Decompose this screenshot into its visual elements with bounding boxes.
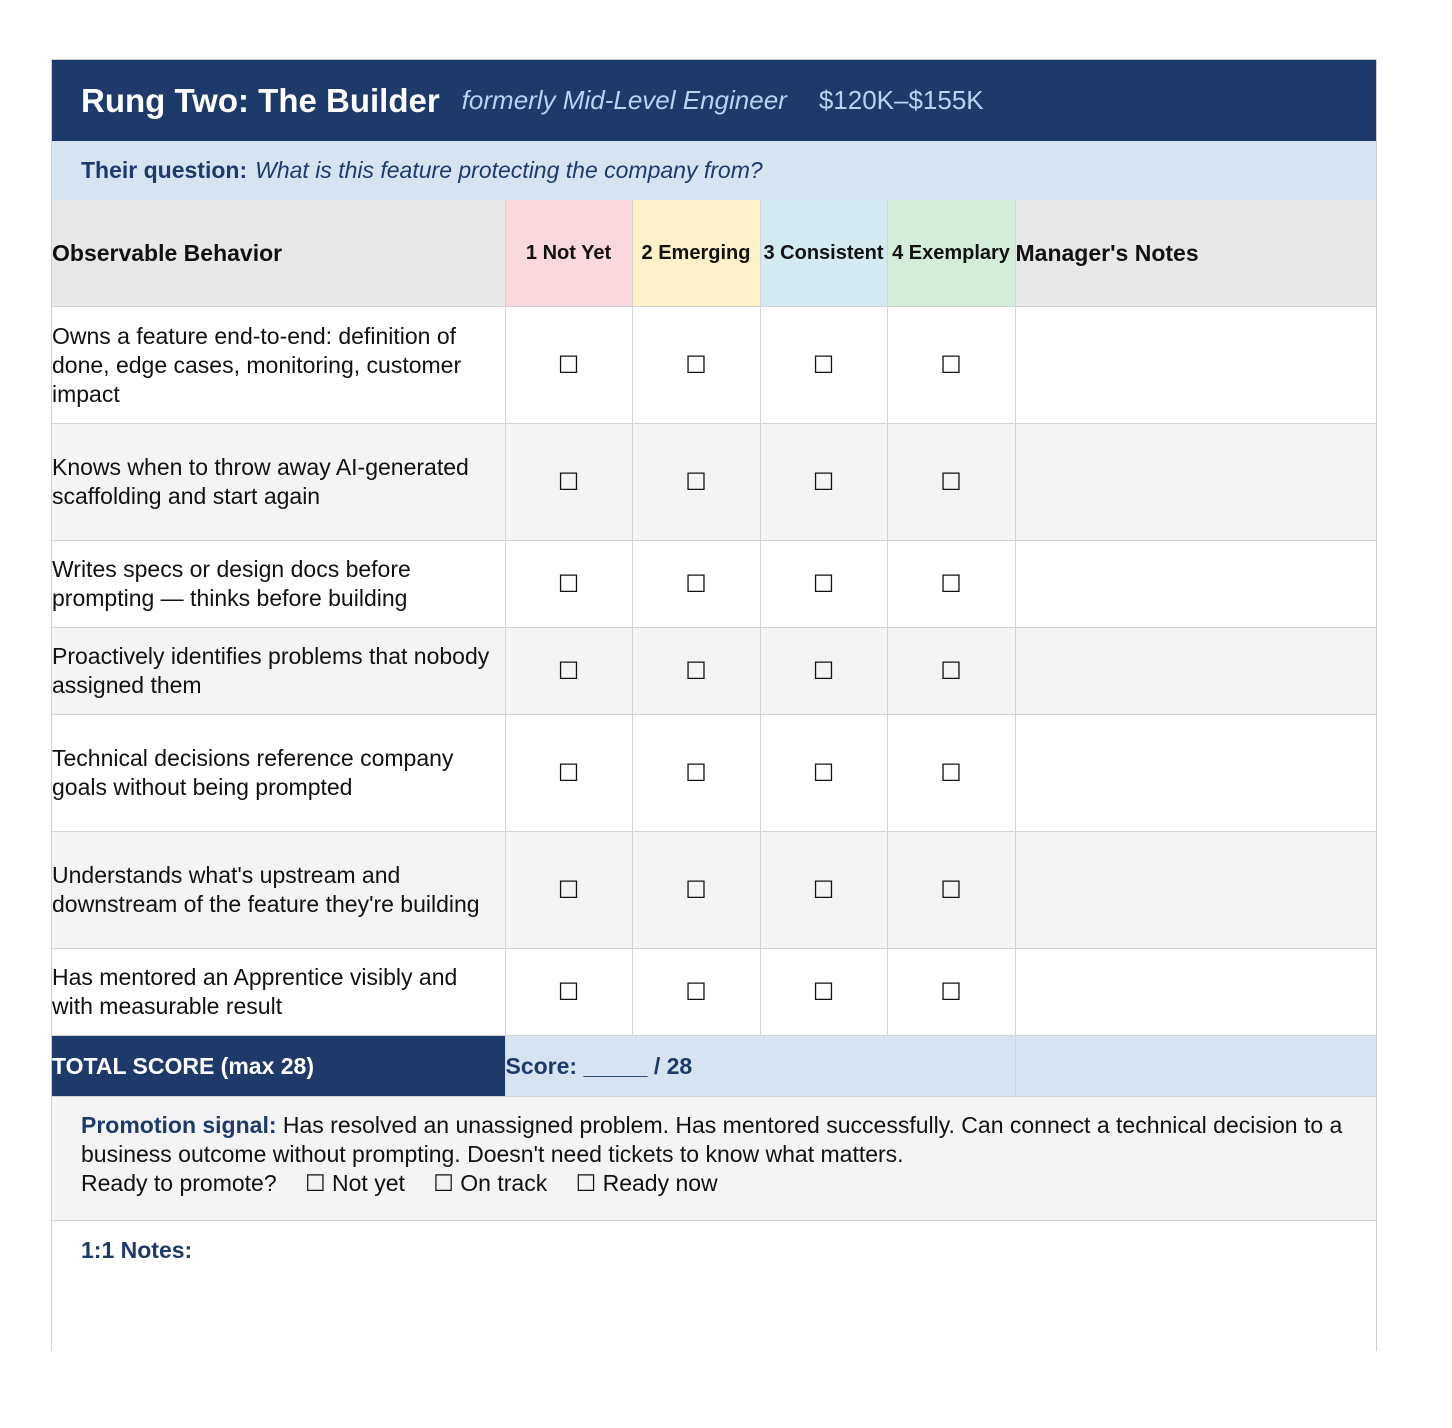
- behavior-table: [52, 200, 1376, 1097]
- score-field[interactable]: Score: _____ / 28: [505, 1036, 1015, 1097]
- table-header-row: [52, 200, 1376, 307]
- managers-notes-cell[interactable]: [1015, 307, 1376, 424]
- behavior-text: Understands what's upstream and downstream of the feature they're building: [52, 832, 505, 949]
- behavior-text: Proactively identifies problems that nobody assigned them: [52, 628, 505, 715]
- checkbox-emerging[interactable]: ☐: [632, 832, 760, 949]
- checkbox-emerging[interactable]: ☐: [632, 424, 760, 541]
- total-score-label: TOTAL SCORE (max 28): [52, 1036, 505, 1097]
- promotion-signal-panel: [52, 1096, 1376, 1221]
- table-row: [52, 949, 1376, 1036]
- behavior-text: Technical decisions reference company goals without being prompted: [52, 715, 505, 832]
- checkbox-not-yet[interactable]: ☐: [505, 949, 632, 1036]
- header-level-1: 1 Not Yet: [505, 200, 632, 307]
- managers-notes-cell[interactable]: [1015, 715, 1376, 832]
- checkbox-exemplary[interactable]: ☐: [887, 832, 1015, 949]
- question-text: What is this feature protecting the company from?: [255, 157, 763, 183]
- rung-header: [52, 60, 1376, 141]
- header-observable-behavior: Observable Behavior: [52, 200, 505, 307]
- table-row: [52, 307, 1376, 424]
- checkbox-emerging[interactable]: ☐: [632, 715, 760, 832]
- checkbox-not-yet[interactable]: ☐: [505, 424, 632, 541]
- checkbox-consistent[interactable]: ☐: [760, 715, 887, 832]
- salary-range: $120K–$155K: [818, 85, 984, 115]
- managers-notes-cell[interactable]: [1015, 949, 1376, 1036]
- managers-notes-cell[interactable]: [1015, 832, 1376, 949]
- option-on-track[interactable]: ☐ On track: [433, 1170, 548, 1196]
- checkbox-not-yet[interactable]: ☐: [505, 832, 632, 949]
- checkbox-emerging[interactable]: ☐: [632, 541, 760, 628]
- checkbox-consistent[interactable]: ☐: [760, 424, 887, 541]
- behavior-text: Has mentored an Apprentice visibly and with measurable result: [52, 949, 505, 1036]
- question-banner: [52, 141, 1376, 201]
- header-level-4: 4 Exemplary: [887, 200, 1015, 307]
- promotion-signal-label: Promotion signal:: [81, 1112, 277, 1138]
- table-row: [52, 424, 1376, 541]
- option-not-yet[interactable]: ☐ Not yet: [305, 1170, 405, 1196]
- checkbox-consistent[interactable]: ☐: [760, 832, 887, 949]
- checkbox-consistent[interactable]: ☐: [760, 949, 887, 1036]
- checkbox-exemplary[interactable]: ☐: [887, 307, 1015, 424]
- one-on-one-notes-label: 1:1 Notes:: [81, 1237, 193, 1263]
- ready-to-promote-label: Ready to promote?: [81, 1170, 277, 1196]
- managers-notes-cell[interactable]: [1015, 628, 1376, 715]
- table-row: [52, 541, 1376, 628]
- rung-title: Rung Two: The Builder: [81, 81, 440, 119]
- managers-notes-cell[interactable]: [1015, 541, 1376, 628]
- checkbox-not-yet[interactable]: ☐: [505, 715, 632, 832]
- former-title: formerly Mid-Level Engineer: [461, 85, 787, 115]
- checkbox-exemplary[interactable]: ☐: [887, 541, 1015, 628]
- table-row: [52, 628, 1376, 715]
- checkbox-emerging[interactable]: ☐: [632, 307, 760, 424]
- behavior-text: Knows when to throw away AI-generated scaffolding and start again: [52, 424, 505, 541]
- question-label: Their question:: [81, 157, 248, 183]
- header-level-3: 3 Consistent: [760, 200, 887, 307]
- checkbox-consistent[interactable]: ☐: [760, 628, 887, 715]
- header-managers-notes: Manager's Notes: [1015, 200, 1376, 307]
- checkbox-consistent[interactable]: ☐: [760, 307, 887, 424]
- total-notes-cell: [1015, 1036, 1376, 1097]
- total-score-row: [52, 1036, 1376, 1097]
- checkbox-not-yet[interactable]: ☐: [505, 307, 632, 424]
- managers-notes-cell[interactable]: [1015, 424, 1376, 541]
- table-row: [52, 832, 1376, 949]
- scorecard: [51, 59, 1377, 1351]
- checkbox-not-yet[interactable]: ☐: [505, 628, 632, 715]
- checkbox-consistent[interactable]: ☐: [760, 541, 887, 628]
- checkbox-exemplary[interactable]: ☐: [887, 628, 1015, 715]
- checkbox-emerging[interactable]: ☐: [632, 628, 760, 715]
- one-on-one-notes[interactable]: [52, 1221, 1376, 1351]
- checkbox-exemplary[interactable]: ☐: [887, 424, 1015, 541]
- checkbox-exemplary[interactable]: ☐: [887, 949, 1015, 1036]
- table-row: [52, 715, 1376, 832]
- behavior-text: Owns a feature end-to-end: definition of done, edge cases, monitoring, customer impact: [52, 307, 505, 424]
- checkbox-exemplary[interactable]: ☐: [887, 715, 1015, 832]
- option-ready-now[interactable]: ☐ Ready now: [575, 1170, 718, 1196]
- behavior-text: Writes specs or design docs before prompting — thinks before building: [52, 541, 505, 628]
- checkbox-not-yet[interactable]: ☐: [505, 541, 632, 628]
- promotion-signal-text: Has resolved an unassigned problem. Has mentored successfully. Can connect a technical decision to a business outcome without prompting. Doesn't need tickets to know what matters.: [81, 1112, 1343, 1167]
- checkbox-emerging[interactable]: ☐: [632, 949, 760, 1036]
- header-level-2: 2 Emerging: [632, 200, 760, 307]
